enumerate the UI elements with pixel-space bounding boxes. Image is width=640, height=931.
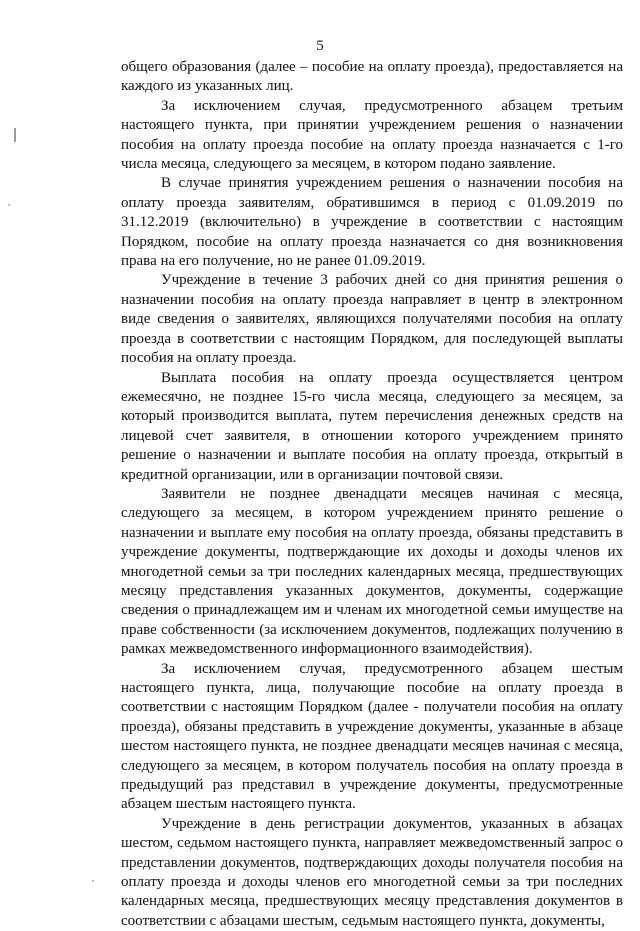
page-number: 5 [316,38,324,54]
paragraph-2: За исключением случая, предусмотренного абзацем третьим настоящего пункта, при принятии учреждением решения о назначении пособия на оплату проезда пособие на оплату проезда назначается с 1-го числа месяца, следующего за месяцем, в котором подано заявление. [121,97,623,173]
document-body [121,58,623,931]
scan-artifact-dot [8,204,10,206]
scan-artifact-mark [14,128,16,142]
paragraph-8: Учреждение в день регистрации документов, указанных в абзацах шестом, седьмом настоящего пункта, направляет межведомственный запрос о представлении документов, подтверждающих доходы получателя пособия на оплату проезда и доходы членов его многодетной семьи за три последних календарных месяца, предшествующих месяцу представления документов в соответствии с абзацами шестым, седьмым настоящего пункта, документы, [121,815,623,929]
paragraph-3: В случае принятия учреждением решения о назначении пособия на оплату проезда заявителям, обратившимся в период с 01.09.2019 по 31.12.2019 (включительно) в учреждение в соответствии с настоящим Порядком, пособие на оплату проезда назначается со дня возникновения права на его получение, но не ранее 01.09.2019. [121,175,623,270]
scan-artifact-dot [92,880,94,882]
paragraph-6: Заявители не позднее двенадцати месяцев начиная с месяца, следующего за месяцем, в котором учреждением принято решение о назначении и выплате ему пособия на оплату проезда, обязаны представить в учреждение документы, подтверждающие их доходы и доходы членов их многодетной семьи за три последних календарных месяца, предшествующих месяцу представления указанных документов, документы, содержащие сведения о принадлежащем им и членам их многодетной семьи имуществе на праве собственности (за исключением документов, подлежащих получению в рамках межведомственного информационного взаимодействия). [121,485,623,658]
paragraph-5: Выплата пособия на оплату проезда осуществляется центром ежемесячно, не позднее 15-го числа месяца, следующего за месяцем, за который производится выплата, путем перечисления денежных средств на лицевой счет заявителя, в отношении которого учреждением принято решение о назначении и выплате пособия на оплату проезда, открытый в кредитной организации, или в организации почтовой связи. [121,369,623,483]
paragraph-7: За исключением случая, предусмотренного абзацем шестым настоящего пункта, лица, получающие пособие на оплату проезда в соответствии с настоящим Порядком (далее - получатели пособия на оплату проезда), обязаны представить в учреждение документы, указанные в абзаце шестом настоящего пункта, не позднее двенадцати месяцев начиная с месяца, следующего за месяцем, в котором получатель пособия на оплату проезда в предыдущий раз представил в учреждение документы, предусмотренные абзацем шестым настоящего пункта. [121,660,623,813]
paragraph-4: Учреждение в течение 3 рабочих дней со дня принятия решения о назначении пособия на оплату проезда направляет в центр в электронном виде сведения о заявителях, являющихся получателями пособия на оплату проезда в соответствии с настоящим Порядком, для последующей выплаты пособия на оплату проезда. [121,272,623,367]
paragraph-1: общего образования (далее – пособие на оплату проезда), предоставляется на каждого из указанных лиц. [121,59,623,95]
